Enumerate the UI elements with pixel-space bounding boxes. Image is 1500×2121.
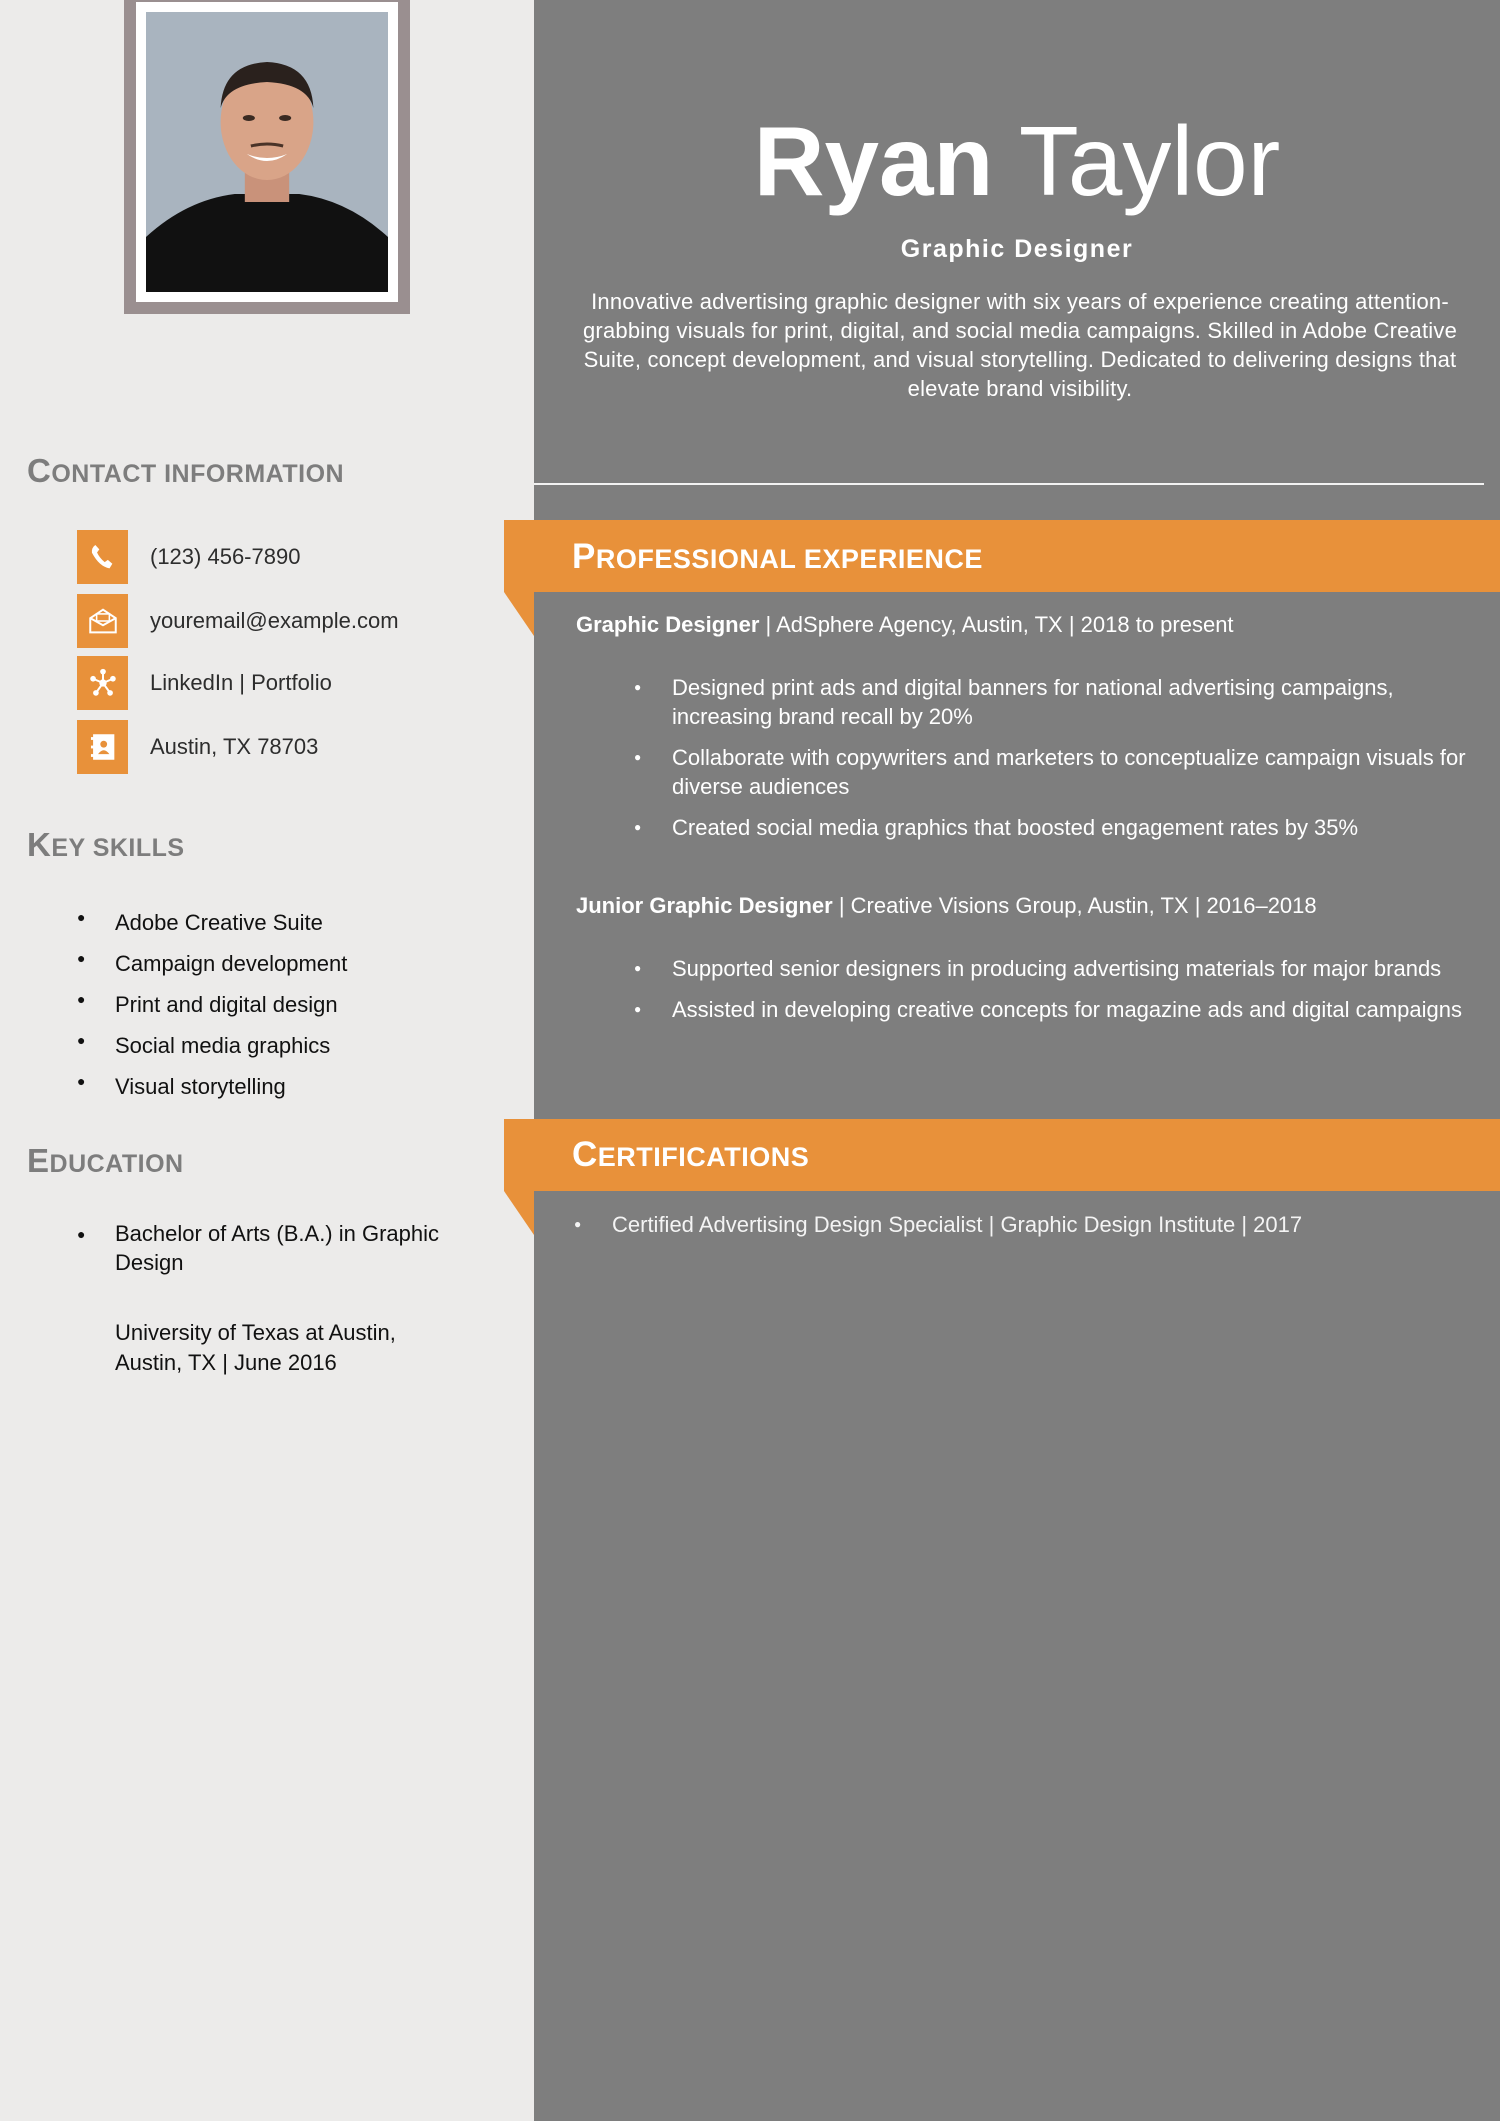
contact-address-text: Austin, TX 78703 bbox=[150, 734, 319, 759]
profile-photo-mat bbox=[136, 2, 398, 302]
skills-list bbox=[77, 902, 347, 1107]
portrait-image bbox=[146, 12, 388, 292]
certifications-band-fold bbox=[504, 1191, 534, 1235]
network-icon bbox=[77, 656, 128, 710]
contact-links bbox=[77, 656, 332, 710]
contact-email bbox=[77, 594, 399, 648]
contact-address bbox=[77, 720, 318, 774]
list-item: ● Created social media graphics that boosted engagement rates by 35% bbox=[634, 813, 1486, 842]
education-degree: ● Bachelor of Arts (B.A.) in Graphic Design bbox=[77, 1219, 477, 1277]
job-heading-1: Graphic Designer | AdSphere Agency, Austin, TX | 2018 to present bbox=[576, 612, 1234, 637]
divider bbox=[534, 483, 1484, 485]
list-item: ● Collaborate with copywriters and marketers to conceptualize campaign visuals for diverse audiences bbox=[634, 743, 1486, 801]
job-1-bullets bbox=[634, 673, 1486, 854]
contact-heading: CONTACT INFORMATION bbox=[27, 452, 345, 489]
profile-photo-frame bbox=[124, 0, 410, 314]
list-item: ● Campaign development bbox=[77, 943, 347, 984]
list-item: ● Social media graphics bbox=[77, 1025, 347, 1066]
contact-email-text: youremail@example.com bbox=[150, 608, 399, 633]
profile-photo bbox=[146, 12, 388, 292]
education-heading: EDUCATION bbox=[27, 1142, 184, 1179]
job-title: Graphic Designer bbox=[900, 235, 1134, 263]
list-item: ● Print and digital design bbox=[77, 984, 347, 1025]
list-item: ● Designed print ads and digital banners for national advertising campaigns, increasing brand recall by 20% bbox=[634, 673, 1486, 731]
experience-heading: PROFESSIONAL EXPERIENCE bbox=[572, 537, 983, 576]
list-item: ● Visual storytelling bbox=[77, 1066, 347, 1107]
experience-band-fold bbox=[504, 592, 534, 636]
list-item: ● Supported senior designers in producing advertising materials for major brands bbox=[634, 954, 1486, 983]
list-item: ● Assisted in developing creative concepts for magazine ads and digital campaigns bbox=[634, 995, 1486, 1024]
candidate-name: Ryan Taylor bbox=[753, 106, 1281, 216]
email-icon bbox=[77, 594, 128, 648]
education-school: University of Texas at Austin, Austin, TX | June 2016 bbox=[115, 1320, 396, 1375]
contact-phone bbox=[77, 530, 300, 584]
contact-links-text: LinkedIn | Portfolio bbox=[150, 670, 332, 695]
education-list bbox=[77, 1219, 477, 1277]
contact-phone-text: (123) 456-7890 bbox=[150, 544, 301, 569]
job-2-bullets bbox=[634, 954, 1486, 1036]
summary: Innovative advertising graphic designer with six years of experience creating attention-grabbing visuals for print, digital, and social media campaigns. Skilled in Adobe Creative Suite, concept development, and visual storytelling. Dedicated to delivering designs that elevate brand visibility. bbox=[582, 289, 1458, 401]
certifications-heading: CERTIFICATIONS bbox=[572, 1135, 810, 1174]
certifications-list bbox=[574, 1210, 1474, 1239]
skills-heading: KEY SKILLS bbox=[27, 826, 185, 863]
job-heading-2: Junior Graphic Designer | Creative Visions Group, Austin, TX | 2016–2018 bbox=[576, 893, 1317, 918]
list-item: ● Certified Advertising Design Specialist | Graphic Design Institute | 2017 bbox=[574, 1210, 1474, 1239]
list-item: ● Adobe Creative Suite bbox=[77, 902, 347, 943]
address-book-icon bbox=[77, 720, 128, 774]
phone-icon bbox=[77, 530, 128, 584]
